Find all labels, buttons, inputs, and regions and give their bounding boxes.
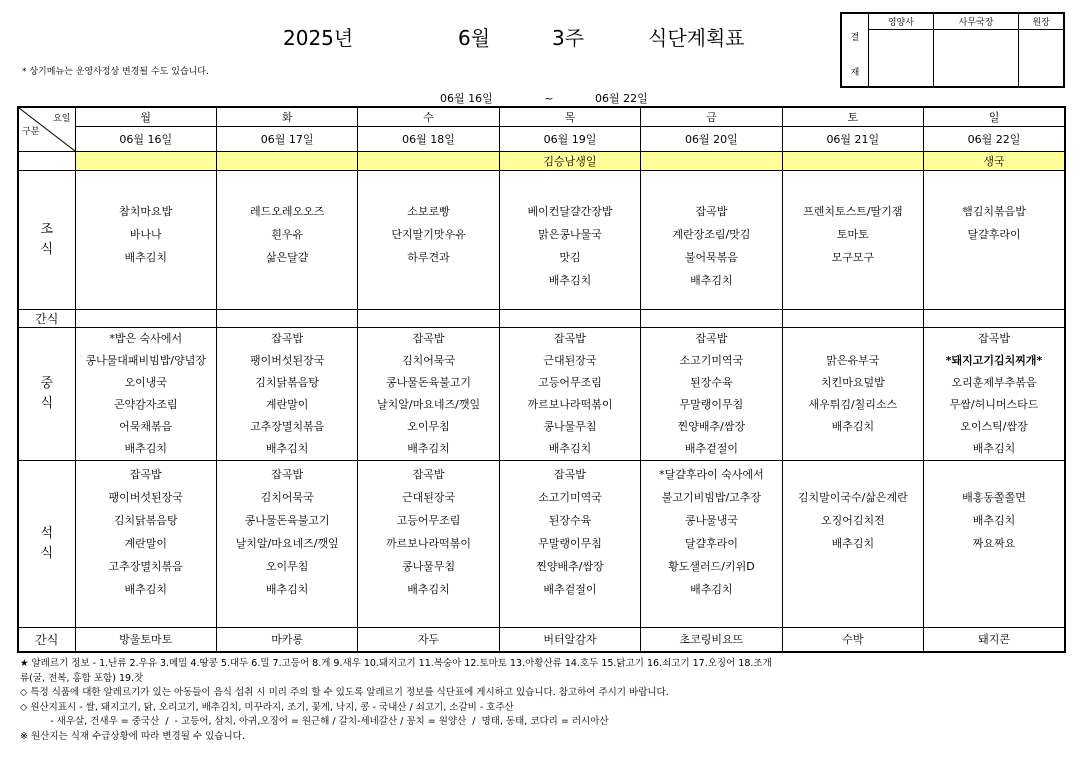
breakfast-item: 잡곡밥 <box>695 205 728 218</box>
breakfast-label: 조 식 <box>18 171 75 310</box>
weekday-header: 월 <box>75 107 216 126</box>
date-cell: 06월 19일 <box>499 126 640 151</box>
lunch-item: 날치알/마요네즈/깻잎 <box>377 398 481 411</box>
lunch-item: 된장수육 <box>690 376 733 389</box>
event-cell <box>782 152 923 171</box>
allergy-info: ★ 알레르기 정보 - 1.난류 2.우유 3.메밀 4.땅콩 5.대두 6.밀 7.고등어 8.게 9.새우 10.돼지고기 11.복숭아 12.토마토 13.아황산류 14.호두 15.닭고기 16.쇠고기 17.오징어 18.조개 <box>20 658 772 669</box>
midsnack-cell <box>358 310 499 328</box>
dinner-item: *달걀후라이 숙사에서 <box>659 468 764 481</box>
dinner-item: 김치닭볶음탕 <box>113 514 178 527</box>
dinner-item: 김치어묵국 <box>260 491 314 504</box>
date-range: 06월 16일 ~ 06월 22일 <box>440 92 648 105</box>
lunch-item: 잡곡밥 <box>554 332 586 345</box>
dinner-cell <box>75 461 216 628</box>
dinner-item: 소고기미역국 <box>538 491 602 504</box>
breakfast-item: 배추김치 <box>690 274 733 287</box>
approval-role-dietitian: 영양사 <box>869 13 934 29</box>
snack-cell: 자두 <box>358 628 499 652</box>
lunch-item: 소고기미역국 <box>679 354 744 367</box>
lunch-item: 오이냉국 <box>124 376 167 389</box>
breakfast-item: 흰우유 <box>271 228 304 241</box>
approval-label: 결 재 <box>841 13 869 87</box>
lunch-item: 콩나물돈육불고기 <box>386 376 472 389</box>
date-cell: 06월 17일 <box>216 126 357 151</box>
lunch-item: 배추김치 <box>548 442 592 455</box>
dinner-item <box>783 555 923 578</box>
breakfast-item: 하루견과 <box>407 251 450 264</box>
allergy-notice: ◇ 특정 식품에 대한 알레르기가 있는 아동들이 음식 섭취 시 미리 주의 할 수 있도록 알레르기 정보를 식단표에 게시하고 있습니다. 참고하여 주시기 바랍니다. <box>20 687 669 698</box>
dinner-item <box>924 463 1064 486</box>
lunch-label: 중 식 <box>18 328 75 461</box>
lunch-cell <box>499 328 640 461</box>
lunch-item: 고등어무조림 <box>538 376 602 389</box>
breakfast-item: 계란장조림/맛김 <box>672 228 751 241</box>
weekday-row <box>18 107 1065 126</box>
lunch-item: 팽이버섯된장국 <box>249 354 325 367</box>
origin-info: ◇ 원산지표시 - 쌀, 돼지고기, 닭, 오리고기, 배추김치, 미꾸라지, 조기, 꽃게, 낙지, 콩 - 국내산 / 쇠고기, 소갈비 - 호주산 <box>20 701 514 713</box>
midsnack-row <box>18 310 1065 328</box>
lunch-item: 잡곡밥 <box>412 332 445 345</box>
lunch-item: 어묵채볶음 <box>119 420 173 433</box>
page-title: 식단계획표 <box>648 26 745 50</box>
dinner-item: 콩나물냉국 <box>684 514 738 527</box>
lunch-item: 치킨마요덮밥 <box>820 376 885 389</box>
date-cell: 06월 18일 <box>358 126 499 151</box>
weekday-header: 금 <box>641 107 782 126</box>
breakfast-item: 맛김 <box>559 251 581 264</box>
midsnack-cell <box>924 310 1065 328</box>
title-month: 6월 <box>458 26 491 50</box>
lunch-item <box>783 328 923 350</box>
breakfast-cell <box>75 171 216 310</box>
lunch-item: 곤약감자조림 <box>113 398 178 411</box>
dinner-item <box>783 578 923 601</box>
dinner-item: 황도샐러드/키위D <box>668 560 755 573</box>
breakfast-cell <box>782 171 923 310</box>
breakfast-item: 토마토 <box>836 228 869 241</box>
lunch-item: 계란말이 <box>265 398 309 411</box>
lunch-item: 맑은유부국 <box>826 354 880 367</box>
title-week: 3주 <box>552 26 585 50</box>
event-cell: 김승남생일 <box>499 152 640 171</box>
event-row <box>18 152 1065 171</box>
snack-cell: 초코링비요뜨 <box>641 628 782 652</box>
dinner-item: 짜요짜요 <box>972 537 1016 550</box>
lunch-item: 근대된장국 <box>543 354 597 367</box>
dinner-item: 무말랭이무침 <box>538 537 602 550</box>
lunch-item: 배추김치 <box>407 442 450 455</box>
lunch-item: *밥은 숙사에서 <box>109 332 183 345</box>
dinner-item: 달걀후라이 <box>684 537 738 550</box>
breakfast-item: 맑은콩나물국 <box>538 228 602 241</box>
approval-box <box>840 12 1065 88</box>
dinner-item: 불고기비빔밥/고추장 <box>661 491 762 504</box>
lunch-item: 오이무침 <box>407 420 450 433</box>
lunch-item: 김치닭볶음탕 <box>255 376 320 389</box>
lunch-item: 잡곡밥 <box>271 332 304 345</box>
dinner-item <box>783 463 923 486</box>
dinner-cell <box>782 461 923 628</box>
event-cell <box>641 152 782 171</box>
lunch-item: 오리훈제부추볶음 <box>951 376 1037 389</box>
breakfast-item: 배추김치 <box>548 274 592 287</box>
corner-cell: 요일 구분 <box>18 107 75 152</box>
breakfast-item: 삶은달걀 <box>265 251 309 264</box>
dinner-cell <box>358 461 499 628</box>
breakfast-item: 불어묵볶음 <box>684 251 738 264</box>
dinner-item: 날치알/마요네즈/깻잎 <box>235 537 339 550</box>
snack-cell: 마카롱 <box>216 628 357 652</box>
snack-row <box>18 628 1065 652</box>
lunch-item: 고추장멸치볶음 <box>249 420 325 433</box>
snack-label: 간식 <box>18 628 75 652</box>
event-cell: 생국 <box>924 152 1065 171</box>
lunch-item: 배추김치 <box>972 442 1016 455</box>
meal-plan-table <box>17 106 1066 653</box>
lunch-item: 새우튀김/칠리소스 <box>808 398 898 411</box>
dinner-item: 배추겉절이 <box>543 583 597 596</box>
dinner-cell <box>499 461 640 628</box>
dinner-item: 고등어무조림 <box>396 514 461 527</box>
date-row <box>18 126 1065 151</box>
breakfast-item: 참치마요밥 <box>119 205 173 218</box>
lunch-item: 김치어묵국 <box>401 354 456 367</box>
approval-sign-manager[interactable] <box>933 29 1019 87</box>
dinner-item: 잡곡밥 <box>554 468 586 481</box>
midsnack-cell <box>782 310 923 328</box>
lunch-cell <box>75 328 216 461</box>
lunch-cell <box>782 328 923 461</box>
dinner-item: 오이무침 <box>265 560 309 573</box>
dinner-item <box>924 578 1064 601</box>
lunch-item: 무말랭이무침 <box>679 398 744 411</box>
dinner-item: 배홍동쫄쫄면 <box>962 491 1026 504</box>
snack-cell: 버터알감자 <box>499 628 640 652</box>
lunch-cell <box>358 328 499 461</box>
approval-role-manager: 사무국장 <box>933 13 1019 29</box>
dinner-item: 찐양배추/쌈장 <box>536 560 604 573</box>
dinner-item: 계란말이 <box>124 537 167 550</box>
lunch-cell <box>216 328 357 461</box>
breakfast-item: 햄김치볶음밥 <box>962 205 1026 218</box>
dinner-item: 고추장멸치볶음 <box>108 560 183 573</box>
breakfast-cell <box>641 171 782 310</box>
dinner-cell <box>216 461 357 628</box>
date-cell: 06월 16일 <box>75 126 216 151</box>
breakfast-cell <box>358 171 499 310</box>
dinner-item: 배추김치 <box>407 583 450 596</box>
dinner-cell <box>641 461 782 628</box>
breakfast-item: 모구모구 <box>831 251 875 264</box>
lunch-cell <box>641 328 782 461</box>
lunch-row <box>18 328 1065 461</box>
event-cell <box>358 152 499 171</box>
lunch-item: 잡곡밥 <box>978 332 1010 345</box>
dinner-item: 잡곡밥 <box>129 468 162 481</box>
weekday-header: 목 <box>499 107 640 126</box>
breakfast-item: 베이컨달걀간장밥 <box>527 205 613 218</box>
lunch-item: 배추겉절이 <box>684 442 738 455</box>
lunch-item: *돼지고기김치찌개* <box>945 354 1043 367</box>
dinner-row <box>18 461 1065 628</box>
dinner-label: 석 식 <box>18 461 75 628</box>
breakfast-cell <box>924 171 1065 310</box>
dinner-item: 배추김치 <box>831 537 875 550</box>
dinner-item: 잡곡밥 <box>412 468 445 481</box>
breakfast-item: 단지딸기맛우유 <box>391 228 466 241</box>
dinner-item: 팽이버섯된장국 <box>108 491 183 504</box>
breakfast-item: 레드오레오오즈 <box>249 205 325 218</box>
lunch-item: 무쌈/허니머스타드 <box>949 398 1039 411</box>
date-cell: 06월 20일 <box>641 126 782 151</box>
dinner-item: 배추김치 <box>124 583 167 596</box>
lunch-item: 오이스틱/쌈장 <box>960 420 1028 433</box>
lunch-item: 배추김치 <box>831 420 875 433</box>
event-cell <box>216 152 357 171</box>
midsnack-cell <box>75 310 216 328</box>
breakfast-item: 달걀후라이 <box>967 228 1021 241</box>
breakfast-item: 프렌치토스트/딸기잼 <box>803 205 903 218</box>
dinner-item: 콩나물무침 <box>401 560 456 573</box>
lunch-cell <box>924 328 1065 461</box>
lunch-item: 콩나물대패비빔밥/양념장 <box>85 354 206 367</box>
dinner-item: 잡곡밥 <box>271 468 304 481</box>
midsnack-cell <box>641 310 782 328</box>
breakfast-item: 소보로빵 <box>407 205 450 218</box>
menu-change-note: * 상기메뉴는 운영사정상 변경될 수도 있습니다. <box>22 67 209 77</box>
dinner-item <box>924 555 1064 578</box>
dinner-item: 까르보나라떡볶이 <box>386 537 472 550</box>
approval-sign-dietitian[interactable] <box>869 29 934 87</box>
lunch-item: 콩나물무침 <box>543 420 597 433</box>
midsnack-label: 간식 <box>18 310 75 328</box>
lunch-item: 잡곡밥 <box>695 332 728 345</box>
approval-sign-director[interactable] <box>1019 29 1064 87</box>
midsnack-cell <box>216 310 357 328</box>
dinner-cell <box>924 461 1065 628</box>
dinner-item: 근대된장국 <box>401 491 456 504</box>
event-cell <box>75 152 216 171</box>
weekday-header: 수 <box>358 107 499 126</box>
dinner-item: 콩나물돈육불고기 <box>244 514 330 527</box>
snack-cell: 방울토마토 <box>75 628 216 652</box>
snack-cell: 수박 <box>782 628 923 652</box>
weekday-header: 일 <box>924 107 1065 126</box>
origin-info-cont: - 새우살, 건새우 = 중국산 / - 고등어, 삼치, 아귀,오징어 = 원근해 / 갈치-세네갈산 / 꽁치 = 원양산 / 명태, 동태, 코다리 = 러시아산 <box>20 716 609 727</box>
midsnack-cell <box>499 310 640 328</box>
lunch-item: 배추김치 <box>124 442 167 455</box>
origin-change-note: ※ 원산지는 식재 수급상황에 따라 변경될 수 있습니다. <box>20 730 245 742</box>
breakfast-cell <box>216 171 357 310</box>
footer-notes <box>20 657 772 744</box>
dinner-item: 배추김치 <box>265 583 309 596</box>
weekday-header: 화 <box>216 107 357 126</box>
dinner-item: 배추김치 <box>690 583 733 596</box>
breakfast-item: 바나나 <box>129 228 162 241</box>
lunch-item: 까르보나라떡볶이 <box>527 398 613 411</box>
lunch-item <box>783 438 923 460</box>
dinner-item: 배추김치 <box>972 514 1016 527</box>
breakfast-cell <box>499 171 640 310</box>
lunch-item: 찐양배추/쌈장 <box>677 420 746 433</box>
approval-role-director: 원장 <box>1019 13 1064 29</box>
breakfast-row <box>18 171 1065 310</box>
date-cell: 06월 21일 <box>782 126 923 151</box>
allergy-info-cont: 류(굴, 전복, 홍합 포함) 19.잣 <box>20 672 144 684</box>
weekday-header: 토 <box>782 107 923 126</box>
dinner-item: 김치말이국수/삶은계란 <box>797 491 908 504</box>
dinner-item: 오징어김치전 <box>820 514 885 527</box>
dinner-item: 된장수육 <box>548 514 592 527</box>
title-year: 2025년 <box>283 26 354 50</box>
date-cell: 06월 22일 <box>924 126 1065 151</box>
breakfast-item: 배추김치 <box>124 251 167 264</box>
snack-cell: 돼지콘 <box>924 628 1065 652</box>
lunch-item: 배추김치 <box>265 442 309 455</box>
